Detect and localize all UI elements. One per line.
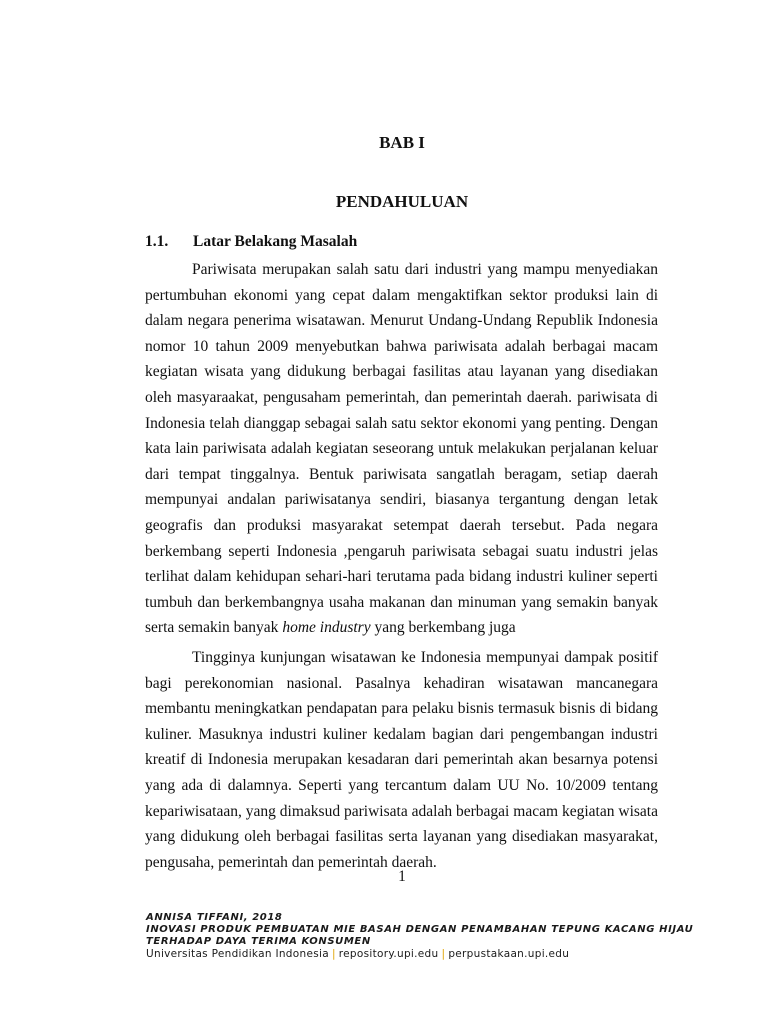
page-footer [146, 912, 706, 960]
paragraph-line: pengusaha, pemerintah dan pemerintah daerah. [145, 853, 437, 871]
footer-title-line-1: INOVASI PRODUK PEMBUATAN MIE BASAH DENGAN PENAMBAHAN TEPUNG KACANG HIJAU [146, 924, 694, 935]
paragraph-line: membantu meningkatkan pendapatan para pelaku bisnis termasuk bisnis di bidang [145, 700, 658, 718]
paragraph-line: yang ada di dalamnya. Seperti yang tercantum dalam UU No. 10/2009 tentang [145, 776, 658, 794]
section-number: 1.1. [145, 233, 169, 250]
paragraph-line: kuliner. Masuknya industri kuliner kedalam bagian dari pengembangan industri [145, 725, 658, 743]
footer-author: ANNISA TIFFANI, 2018 [146, 912, 283, 923]
paragraph-line: kegiatan wisata yang didukung berbagai fasilitas atau layanan yang disediakan [145, 363, 658, 381]
chapter-number: BAB I [379, 133, 425, 152]
chapter-title: PENDAHULUAN [335, 192, 469, 211]
paragraph-last-line [145, 615, 658, 641]
footer-separator: | [441, 948, 446, 960]
text-run: serta semakin banyak [145, 619, 283, 637]
section-title: Latar Belakang Masalah [193, 233, 358, 250]
italic-term: home industry [282, 619, 371, 637]
paragraph-line: dari tempat tinggalnya. Bentuk pariwisata sangatlah beragam, setiap daerah [145, 465, 658, 483]
paragraph-line: tumbuh dan berkembangnya usaha makanan dan minuman yang semakin banyak [145, 593, 658, 611]
paragraph-1 [145, 257, 658, 641]
paragraph-line: kepariwisataan, yang dimaksud pariwisata adalah berbagai macam kegiatan wisata [145, 802, 658, 820]
paragraph-line: kreatif di Indonesia merupakan kesadaran dari pemerintah akan besarnya potensi [145, 751, 658, 769]
paragraph-line: Pariwisata merupakan salah satu dari industri yang mampu menyediakan [192, 261, 658, 278]
paragraph-line: berkembang seperti Indonesia ,pengaruh pariwisata sebagai suatu industri jelas [145, 542, 658, 560]
paragraph-line: Indonesia telah dianggap sebagai salah satu sektor ekonomi yang penting. Dengan [145, 414, 658, 432]
footer-source-line [146, 948, 706, 960]
paragraph-line: kata lain pariwisata adalah kegiatan seseorang untuk melakukan perjalanan keluar [145, 440, 658, 458]
paragraph-line: oleh masyaraakat, pengusaham pemerintah, dan pemerintah daerah. pariwisata di [145, 388, 658, 406]
paragraph-line: mempunyai andalan pariwisatanya sendiri, biasanya tergantung dengan letak [145, 491, 658, 509]
footer-repository-link[interactable]: repository.upi.edu [338, 948, 439, 960]
paragraph-line: terlihat dalam kehidupan sehari-hari terutama pada bidang industri kuliner seperti [145, 568, 658, 586]
paragraph-line: yang didukung oleh berbagai fasilitas serta layanan yang disediakan masyarakat, [145, 828, 658, 846]
paragraph-line: bagi perekonomian nasional. Pasalnya kehadiran wisatawan mancanegara [145, 674, 658, 692]
footer-title-line-2: TERHADAP DAYA TERIMA KONSUMEN [146, 936, 371, 947]
footer-separator: | [331, 948, 336, 960]
paragraph-line: Tingginya kunjungan wisatawan ke Indonesia mempunyai dampak positif [192, 649, 658, 666]
paragraph-2 [145, 645, 658, 875]
paragraph-line: geografis dan produksi masyarakat setempat daerah tersebut. Pada negara [145, 516, 658, 534]
page-number: 1 [398, 868, 406, 885]
footer-library-link[interactable]: perpustakaan.upi.edu [448, 948, 570, 960]
paragraph-line: dalam negara penerima wisatawan. Menurut Undang-Undang Republik Indonesia [145, 312, 658, 330]
paragraph-line: pertumbuhan ekonomi yang cepat dalam mengaktifkan sektor produksi lain di [145, 286, 658, 304]
paragraph-line: nomor 10 tahun 2009 menyebutkan bahwa pariwisata adalah berbagai macam [145, 337, 658, 355]
footer-university: Universitas Pendidikan Indonesia [146, 948, 329, 960]
section-heading [145, 233, 357, 251]
text-run: yang berkembang juga [370, 619, 516, 637]
